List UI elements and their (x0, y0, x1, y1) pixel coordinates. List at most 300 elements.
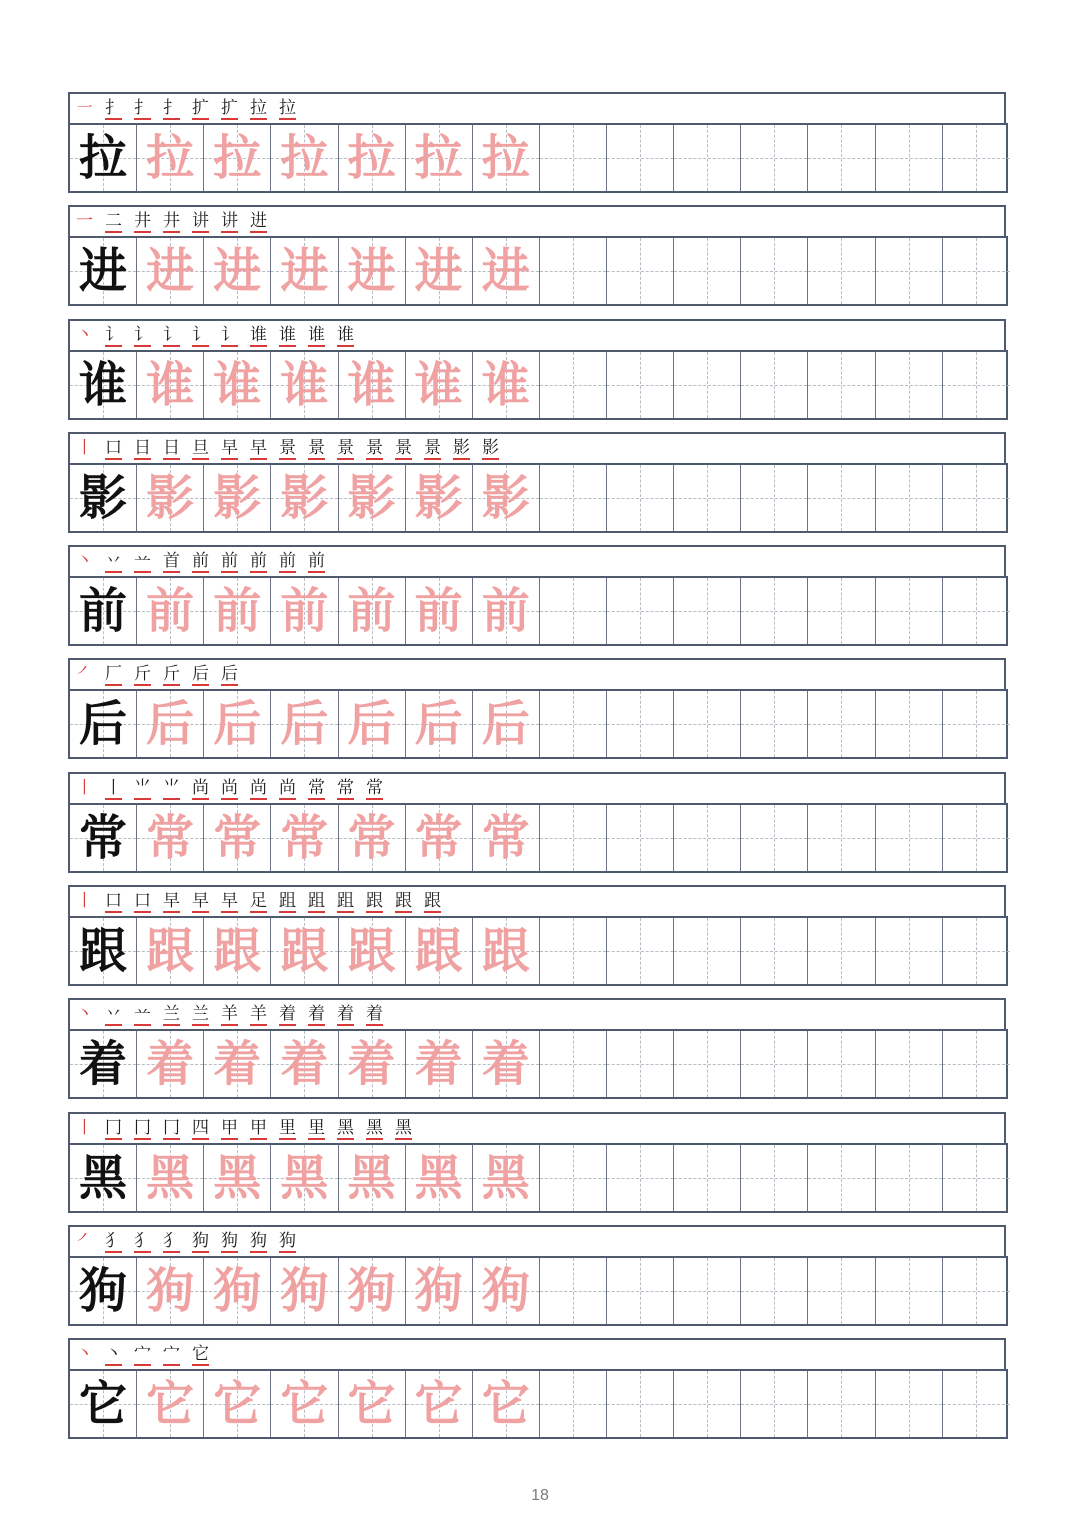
model-cell (70, 1371, 137, 1437)
stroke-step: 扌 (105, 98, 122, 118)
new-stroke-mark (105, 345, 122, 347)
blank-practice-cell[interactable] (876, 238, 943, 304)
blank-practice-cell[interactable] (674, 918, 741, 984)
trace-cell (473, 1371, 540, 1437)
blank-practice-cell[interactable] (540, 1145, 607, 1211)
blank-practice-cell[interactable] (943, 1145, 1010, 1211)
blank-practice-cell[interactable] (943, 352, 1010, 418)
blank-practice-cell[interactable] (876, 465, 943, 531)
trace-character: 黑 (280, 1149, 329, 1206)
trace-cell (339, 805, 406, 871)
blank-practice-cell[interactable] (943, 1371, 1010, 1437)
trace-character: 狗 (347, 1262, 396, 1319)
trace-cell (204, 1371, 271, 1437)
new-stroke-mark (221, 571, 238, 573)
blank-practice-cell[interactable] (808, 578, 875, 644)
trace-cell (137, 691, 204, 757)
new-stroke-mark (250, 1138, 267, 1140)
model-character: 黑 (79, 1149, 128, 1206)
blank-practice-cell[interactable] (540, 918, 607, 984)
trace-cell (339, 1258, 406, 1324)
new-stroke-mark (453, 458, 470, 460)
blank-practice-cell[interactable] (808, 1371, 875, 1437)
stroke-step: 景 (337, 437, 354, 458)
blank-practice-cell[interactable] (607, 125, 674, 191)
stroke-step: 狗 (250, 1230, 267, 1251)
new-stroke-mark (134, 1024, 151, 1026)
trace-character: 后 (213, 696, 262, 753)
trace-cell (137, 805, 204, 871)
trace-cell (339, 691, 406, 757)
trace-cell (339, 1031, 406, 1097)
trace-character: 前 (146, 583, 195, 640)
stroke-step: 丨 (76, 1117, 93, 1138)
stroke-step: 旦 (192, 437, 209, 458)
stroke-order-row (68, 319, 1006, 350)
new-stroke-mark (250, 1024, 267, 1026)
new-stroke-mark (105, 118, 122, 120)
blank-practice-cell[interactable] (943, 578, 1010, 644)
blank-practice-cell[interactable] (876, 578, 943, 644)
model-character: 拉 (79, 130, 128, 186)
new-stroke-mark (482, 458, 499, 460)
writing-grid (68, 803, 1008, 873)
stroke-step: 宀 (163, 1344, 180, 1365)
blank-practice-cell[interactable] (876, 1145, 943, 1211)
stroke-step: 羊 (250, 1004, 267, 1025)
new-stroke-mark (134, 118, 151, 120)
new-stroke-mark (163, 1364, 180, 1366)
new-stroke-mark (134, 1364, 151, 1366)
stroke-step: 足 (250, 891, 267, 912)
blank-practice-cell[interactable] (943, 238, 1010, 304)
new-stroke-mark (337, 911, 354, 913)
blank-practice-cell[interactable] (674, 805, 741, 871)
stroke-step: 谁 (279, 324, 296, 345)
blank-practice-cell[interactable] (741, 465, 808, 531)
blank-practice-cell[interactable] (674, 691, 741, 757)
new-stroke-mark (105, 1138, 122, 1140)
stroke-step: 丨 (76, 777, 93, 798)
trace-cell (406, 578, 473, 644)
trace-cell (406, 1031, 473, 1097)
stroke-step: 井 (134, 211, 151, 232)
blank-practice-cell[interactable] (607, 918, 674, 984)
trace-character: 狗 (280, 1262, 329, 1319)
blank-practice-cell[interactable] (741, 125, 808, 191)
new-stroke-mark (105, 571, 122, 573)
blank-practice-cell[interactable] (674, 238, 741, 304)
new-stroke-mark (163, 571, 180, 573)
model-character: 常 (79, 809, 128, 866)
trace-character: 进 (213, 243, 262, 300)
blank-practice-cell[interactable] (674, 1371, 741, 1437)
blank-practice-cell[interactable] (540, 1258, 607, 1324)
stroke-order-row (68, 885, 1006, 916)
stroke-step: 口 (105, 891, 122, 912)
blank-practice-cell[interactable] (741, 1371, 808, 1437)
blank-practice-cell[interactable] (607, 1031, 674, 1097)
new-stroke-mark (221, 1138, 238, 1140)
blank-practice-cell[interactable] (876, 691, 943, 757)
new-stroke-mark (192, 684, 209, 686)
trace-cell (406, 805, 473, 871)
new-stroke-mark (221, 118, 238, 120)
new-stroke-mark (279, 1251, 296, 1253)
practice-block (68, 998, 1008, 1099)
trace-cell (137, 238, 204, 304)
new-stroke-mark (163, 798, 180, 800)
trace-character: 着 (280, 1036, 329, 1093)
stroke-step: 日 (134, 437, 151, 458)
blank-practice-cell[interactable] (674, 125, 741, 191)
stroke-step: 景 (308, 437, 325, 458)
blank-practice-cell[interactable] (876, 1258, 943, 1324)
new-stroke-mark (105, 684, 122, 686)
blank-practice-cell[interactable] (876, 125, 943, 191)
blank-practice-cell[interactable] (607, 465, 674, 531)
blank-practice-cell[interactable] (808, 352, 875, 418)
blank-practice-cell[interactable] (540, 125, 607, 191)
new-stroke-mark (308, 458, 325, 460)
new-stroke-mark (308, 571, 325, 573)
new-stroke-mark (134, 1251, 151, 1253)
model-character: 跟 (79, 923, 128, 980)
practice-block (68, 885, 1008, 986)
trace-cell (137, 352, 204, 418)
new-stroke-mark (308, 1138, 325, 1140)
new-stroke-mark (308, 798, 325, 800)
blank-practice-cell[interactable] (607, 805, 674, 871)
new-stroke-mark (337, 798, 354, 800)
writing-grid (68, 916, 1008, 986)
stroke-step: 跟 (366, 891, 383, 912)
blank-practice-cell[interactable] (540, 352, 607, 418)
trace-character: 后 (481, 696, 530, 753)
blank-practice-cell[interactable] (808, 238, 875, 304)
blank-practice-cell[interactable] (741, 805, 808, 871)
trace-character: 它 (414, 1376, 463, 1433)
blank-practice-cell[interactable] (540, 805, 607, 871)
trace-cell (473, 238, 540, 304)
trace-cell (204, 238, 271, 304)
blank-practice-cell[interactable] (540, 1031, 607, 1097)
stroke-step: 前 (221, 551, 238, 572)
blank-practice-cell[interactable] (741, 1145, 808, 1211)
blank-practice-cell[interactable] (808, 465, 875, 531)
stroke-step: 早 (221, 891, 238, 912)
model-character: 进 (79, 243, 128, 300)
stroke-step: 景 (279, 437, 296, 458)
trace-cell (473, 691, 540, 757)
new-stroke-mark (163, 911, 180, 913)
blank-practice-cell[interactable] (607, 352, 674, 418)
trace-character: 影 (347, 469, 396, 526)
new-stroke-mark (250, 231, 267, 233)
new-stroke-mark (395, 458, 412, 460)
blank-practice-cell[interactable] (943, 1031, 1010, 1097)
new-stroke-mark (395, 911, 412, 913)
new-stroke-mark (134, 1138, 151, 1140)
stroke-step: 狗 (221, 1230, 238, 1251)
stroke-step: 四 (192, 1117, 209, 1138)
blank-practice-cell[interactable] (607, 238, 674, 304)
trace-character: 常 (280, 809, 329, 866)
new-stroke-mark (192, 231, 209, 233)
blank-practice-cell[interactable] (540, 1371, 607, 1437)
trace-character: 着 (481, 1036, 530, 1093)
trace-cell (473, 465, 540, 531)
blank-practice-cell[interactable] (674, 465, 741, 531)
new-stroke-mark (192, 911, 209, 913)
blank-practice-cell[interactable] (741, 238, 808, 304)
new-stroke-mark (163, 684, 180, 686)
writing-grid (68, 1369, 1008, 1439)
trace-cell (339, 578, 406, 644)
trace-character: 它 (347, 1376, 396, 1433)
new-stroke-mark (366, 1024, 383, 1026)
stroke-order-row (68, 772, 1006, 803)
blank-practice-cell[interactable] (741, 1031, 808, 1097)
new-stroke-mark (308, 911, 325, 913)
blank-practice-cell[interactable] (741, 691, 808, 757)
new-stroke-mark (163, 1024, 180, 1026)
stroke-step: 䒑 (134, 551, 151, 572)
trace-character: 黑 (414, 1149, 463, 1206)
new-stroke-mark (337, 458, 354, 460)
trace-cell (204, 691, 271, 757)
model-cell (70, 1031, 137, 1097)
trace-character: 狗 (213, 1262, 262, 1319)
practice-block (68, 205, 1008, 306)
blank-practice-cell[interactable] (943, 1258, 1010, 1324)
stroke-step: ㇒ (76, 1230, 93, 1251)
stroke-step: 前 (250, 551, 267, 572)
new-stroke-mark (366, 911, 383, 913)
blank-practice-cell[interactable] (808, 691, 875, 757)
model-cell (70, 238, 137, 304)
stroke-step: 前 (279, 551, 296, 572)
stroke-step: 跟 (395, 891, 412, 912)
writing-grid (68, 576, 1008, 646)
new-stroke-mark (221, 684, 238, 686)
trace-cell (137, 465, 204, 531)
blank-practice-cell[interactable] (876, 918, 943, 984)
new-stroke-mark (424, 911, 441, 913)
trace-character: 黑 (481, 1149, 530, 1206)
trace-cell (204, 465, 271, 531)
blank-practice-cell[interactable] (674, 578, 741, 644)
blank-practice-cell[interactable] (540, 238, 607, 304)
trace-character: 影 (146, 469, 195, 526)
stroke-order-row (68, 545, 1006, 576)
trace-cell (406, 691, 473, 757)
trace-cell (339, 918, 406, 984)
trace-cell (204, 1258, 271, 1324)
blank-practice-cell[interactable] (943, 125, 1010, 191)
blank-practice-cell[interactable] (540, 465, 607, 531)
stroke-step: 丨 (105, 777, 122, 798)
blank-practice-cell[interactable] (741, 918, 808, 984)
trace-character: 跟 (414, 923, 463, 980)
stroke-step: 黑 (366, 1117, 383, 1138)
model-character: 后 (79, 696, 128, 753)
blank-practice-cell[interactable] (607, 691, 674, 757)
practice-block (68, 658, 1008, 759)
trace-cell (204, 918, 271, 984)
stroke-step: 景 (395, 437, 412, 458)
blank-practice-cell[interactable] (741, 578, 808, 644)
trace-character: 着 (347, 1036, 396, 1093)
trace-cell (406, 352, 473, 418)
trace-character: 拉 (280, 130, 329, 186)
model-cell (70, 1145, 137, 1211)
blank-practice-cell[interactable] (808, 1145, 875, 1211)
trace-character: 后 (347, 696, 396, 753)
blank-practice-cell[interactable] (876, 1031, 943, 1097)
stroke-step: 口 (134, 891, 151, 912)
stroke-step: 讠 (221, 324, 238, 345)
trace-character: 拉 (414, 130, 463, 186)
new-stroke-mark (221, 345, 238, 347)
stroke-step: 黑 (395, 1117, 412, 1138)
blank-practice-cell[interactable] (540, 691, 607, 757)
stroke-step: 冂 (105, 1117, 122, 1138)
model-cell (70, 691, 137, 757)
stroke-step: 讲 (221, 211, 238, 232)
trace-cell (204, 578, 271, 644)
blank-practice-cell[interactable] (741, 352, 808, 418)
trace-character: 常 (347, 809, 396, 866)
trace-cell (339, 238, 406, 304)
trace-character: 狗 (146, 1262, 195, 1319)
trace-cell (339, 352, 406, 418)
blank-practice-cell[interactable] (808, 125, 875, 191)
new-stroke-mark (279, 798, 296, 800)
page-number: 18 (531, 1487, 549, 1504)
trace-cell (339, 1371, 406, 1437)
stroke-step: 丶 (76, 551, 93, 572)
new-stroke-mark (105, 231, 122, 233)
new-stroke-mark (279, 1138, 296, 1140)
new-stroke-mark (105, 911, 122, 913)
trace-character: 影 (213, 469, 262, 526)
new-stroke-mark (221, 1024, 238, 1026)
blank-practice-cell[interactable] (607, 1258, 674, 1324)
practice-block (68, 1112, 1008, 1213)
blank-practice-cell[interactable] (674, 1031, 741, 1097)
new-stroke-mark (163, 345, 180, 347)
trace-cell (271, 578, 338, 644)
blank-practice-cell[interactable] (674, 352, 741, 418)
blank-practice-cell[interactable] (607, 1145, 674, 1211)
trace-character: 进 (347, 243, 396, 300)
trace-cell (473, 805, 540, 871)
blank-practice-cell[interactable] (808, 1258, 875, 1324)
stroke-step: 拉 (250, 98, 267, 118)
blank-practice-cell[interactable] (540, 578, 607, 644)
trace-character: 谁 (146, 356, 195, 413)
blank-practice-cell[interactable] (876, 1371, 943, 1437)
stroke-step: 谁 (308, 324, 325, 345)
stroke-order-row (68, 658, 1006, 689)
new-stroke-mark (250, 571, 267, 573)
blank-practice-cell[interactable] (674, 1258, 741, 1324)
new-stroke-mark (105, 458, 122, 460)
blank-practice-cell[interactable] (943, 691, 1010, 757)
blank-practice-cell[interactable] (607, 1371, 674, 1437)
trace-cell (473, 1145, 540, 1211)
stroke-step: 犭 (134, 1230, 151, 1251)
new-stroke-mark (163, 458, 180, 460)
new-stroke-mark (134, 458, 151, 460)
trace-cell (271, 125, 338, 191)
stroke-step: 尚 (279, 777, 296, 798)
blank-practice-cell[interactable] (943, 918, 1010, 984)
blank-practice-cell[interactable] (943, 805, 1010, 871)
new-stroke-mark (308, 345, 325, 347)
trace-cell (473, 918, 540, 984)
blank-practice-cell[interactable] (876, 352, 943, 418)
blank-practice-cell[interactable] (808, 1031, 875, 1097)
stroke-step: 日 (163, 437, 180, 458)
trace-cell (406, 238, 473, 304)
blank-practice-cell[interactable] (741, 1258, 808, 1324)
stroke-step: 丷 (105, 1004, 122, 1025)
stroke-step: 狗 (192, 1230, 209, 1251)
blank-practice-cell[interactable] (674, 1145, 741, 1211)
new-stroke-mark (105, 1364, 122, 1366)
new-stroke-mark (134, 911, 151, 913)
stroke-step: 斤 (163, 664, 180, 685)
blank-practice-cell[interactable] (808, 918, 875, 984)
stroke-step: 跙 (279, 891, 296, 912)
stroke-step: 二 (105, 211, 122, 232)
practice-block (68, 1225, 1008, 1326)
new-stroke-mark (134, 571, 151, 573)
stroke-step: 尚 (192, 777, 209, 798)
blank-practice-cell[interactable] (943, 465, 1010, 531)
stroke-step: 着 (279, 1004, 296, 1025)
stroke-order-row (68, 432, 1006, 463)
stroke-step: 早 (221, 437, 238, 458)
stroke-step: 前 (308, 551, 325, 572)
blank-practice-cell[interactable] (808, 805, 875, 871)
new-stroke-mark (163, 231, 180, 233)
trace-character: 拉 (347, 130, 396, 186)
blank-practice-cell[interactable] (607, 578, 674, 644)
trace-cell (339, 465, 406, 531)
trace-character: 它 (280, 1376, 329, 1433)
model-character: 前 (79, 583, 128, 640)
blank-practice-cell[interactable] (876, 805, 943, 871)
trace-cell (204, 1031, 271, 1097)
new-stroke-mark (221, 1251, 238, 1253)
model-character: 着 (79, 1036, 128, 1093)
new-stroke-mark (134, 231, 151, 233)
trace-cell (137, 1258, 204, 1324)
trace-character: 拉 (213, 130, 262, 186)
stroke-step: 扌 (163, 98, 180, 118)
stroke-step: 讠 (105, 324, 122, 345)
stroke-step: 跙 (308, 891, 325, 912)
new-stroke-mark (192, 798, 209, 800)
trace-character: 谁 (280, 356, 329, 413)
stroke-step: 一 (76, 211, 93, 232)
model-character: 谁 (79, 356, 128, 413)
practice-block (68, 92, 1008, 193)
new-stroke-mark (250, 1251, 267, 1253)
